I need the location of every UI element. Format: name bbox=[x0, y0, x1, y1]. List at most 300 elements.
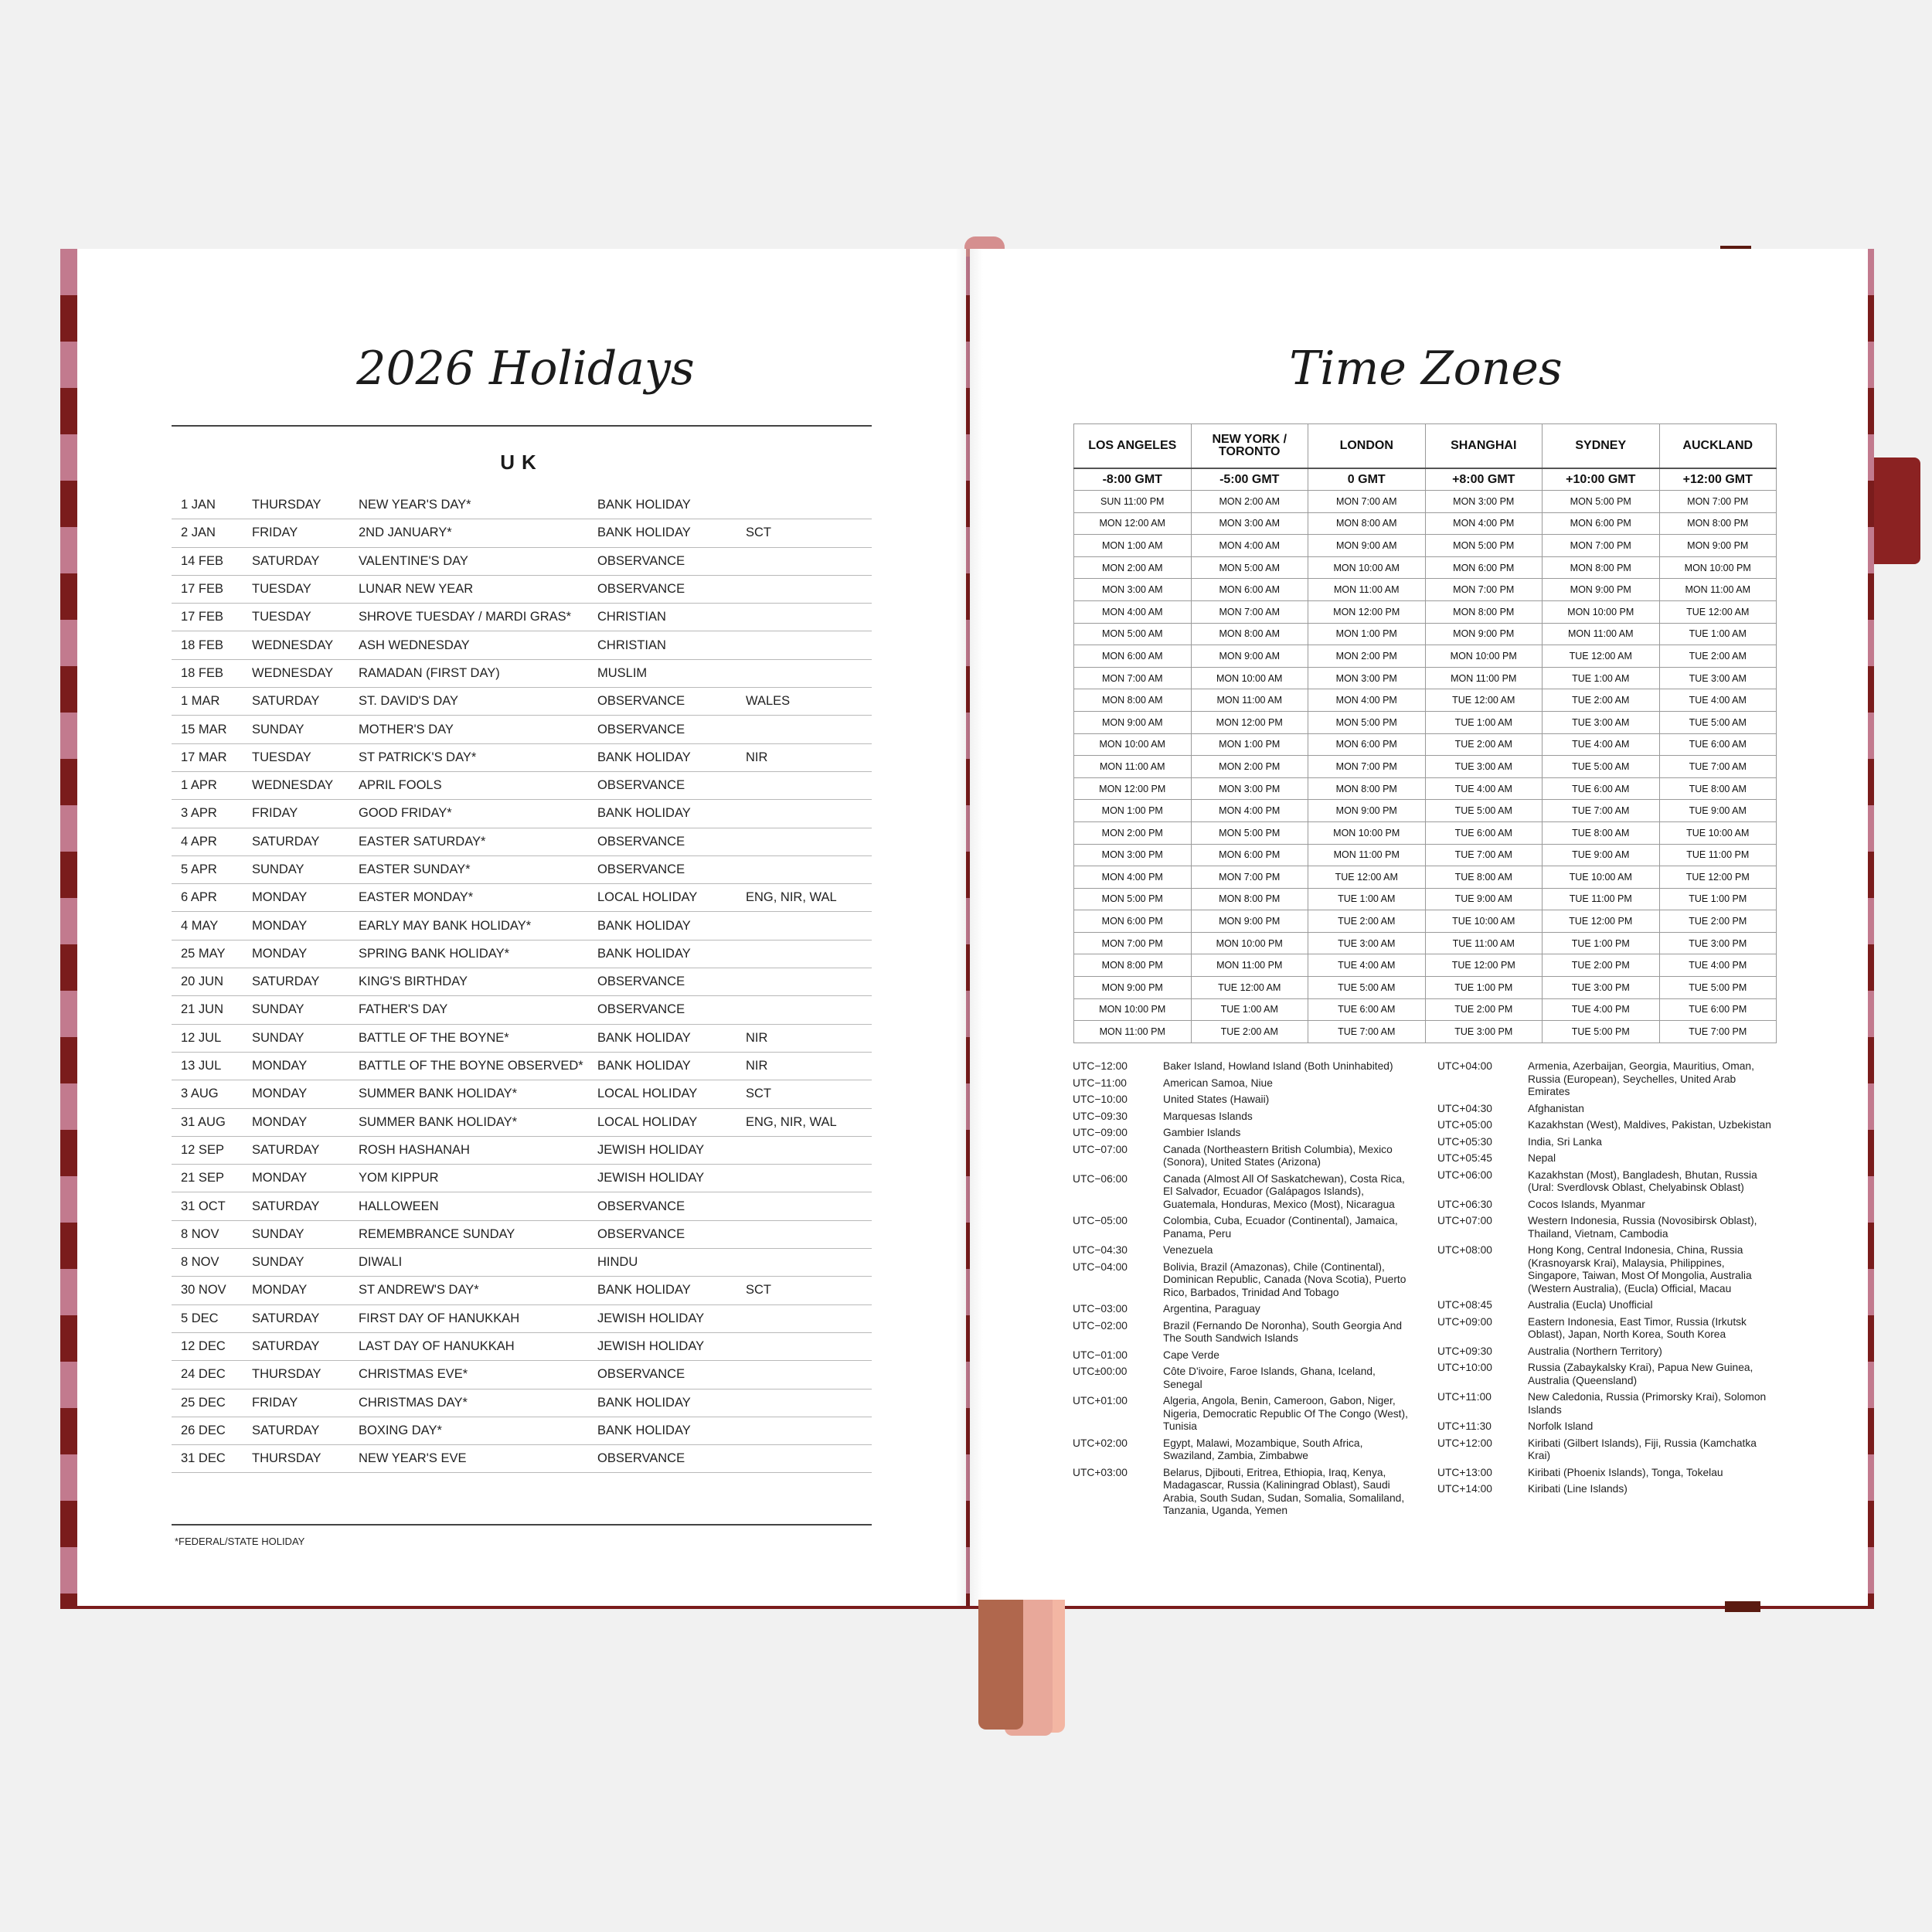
holiday-name: KING'S BIRTHDAY bbox=[349, 968, 588, 996]
timezone-cell: MON 8:00 PM bbox=[1191, 888, 1308, 910]
holiday-name: CHRISTMAS EVE* bbox=[349, 1361, 588, 1389]
utc-code: UTC+10:00 bbox=[1437, 1362, 1492, 1373]
timezone-cell: MON 7:00 PM bbox=[1191, 866, 1308, 889]
holiday-weekday: WEDNESDAY bbox=[243, 631, 349, 659]
holiday-name: GOOD FRIDAY* bbox=[349, 800, 588, 828]
holiday-row bbox=[172, 940, 872, 968]
utc-entry bbox=[1437, 1362, 1777, 1387]
holiday-type: OBSERVANCE bbox=[588, 968, 736, 996]
holiday-weekday: SATURDAY bbox=[243, 1332, 349, 1360]
timezone-cell: MON 5:00 PM bbox=[1308, 711, 1426, 733]
utc-code: UTC+09:00 bbox=[1437, 1315, 1492, 1328]
timezone-row bbox=[1074, 512, 1777, 535]
timezone-row bbox=[1074, 556, 1777, 579]
holidays-top-rule bbox=[172, 425, 872, 427]
utc-code: UTC−07:00 bbox=[1073, 1143, 1128, 1155]
utc-code: UTC+13:00 bbox=[1437, 1466, 1492, 1478]
timezone-cell: MON 9:00 PM bbox=[1659, 535, 1777, 557]
timezone-header-row bbox=[1074, 424, 1777, 469]
timezone-row bbox=[1074, 998, 1777, 1021]
timezone-cell: TUE 4:00 AM bbox=[1543, 733, 1660, 756]
timezone-cell: MON 10:00 PM bbox=[1191, 932, 1308, 954]
holiday-row bbox=[172, 1389, 872, 1417]
timezone-cell: MON 3:00 PM bbox=[1425, 491, 1543, 513]
timezone-cell: TUE 3:00 PM bbox=[1543, 977, 1660, 999]
utc-entry bbox=[1437, 1152, 1777, 1165]
timezone-cell: MON 11:00 PM bbox=[1074, 1021, 1192, 1043]
holiday-row bbox=[172, 1304, 872, 1332]
holiday-type: JEWISH HOLIDAY bbox=[588, 1136, 736, 1164]
timezone-cell: MON 7:00 PM bbox=[1425, 579, 1543, 601]
timezones-title: Time Zones bbox=[1289, 342, 1563, 396]
holiday-region: WALES bbox=[736, 688, 872, 716]
timezone-cell: TUE 9:00 AM bbox=[1425, 888, 1543, 910]
timezone-cell: MON 11:00 PM bbox=[1425, 667, 1543, 689]
timezone-cell: TUE 2:00 PM bbox=[1659, 910, 1777, 933]
timezone-cell: MON 9:00 PM bbox=[1191, 910, 1308, 933]
holiday-name: EARLY MAY BANK HOLIDAY* bbox=[349, 912, 588, 940]
holiday-name: BOXING DAY* bbox=[349, 1417, 588, 1444]
timezone-cell: MON 2:00 AM bbox=[1191, 491, 1308, 513]
timezone-cell: MON 7:00 PM bbox=[1308, 756, 1426, 778]
utc-entry bbox=[1437, 1169, 1777, 1195]
holiday-row bbox=[172, 1361, 872, 1389]
timezone-row bbox=[1074, 733, 1777, 756]
holiday-date: 24 DEC bbox=[172, 1361, 243, 1389]
utc-code: UTC±00:00 bbox=[1073, 1366, 1128, 1377]
holiday-row bbox=[172, 575, 872, 603]
utc-code: UTC+05:30 bbox=[1437, 1135, 1492, 1148]
timezone-cell: MON 5:00 AM bbox=[1074, 623, 1192, 645]
timezone-offset: +8:00 GMT bbox=[1425, 468, 1543, 491]
utc-regions: Hong Kong, Central Indonesia, China, Russia (Krasnoyarsk Krai), Malaysia, Philippines, Singapore, Taiwan, Most Of Mongolia, Australia (Western Australia), (Eucla) Official, Macau bbox=[1528, 1244, 1752, 1294]
holiday-type: OBSERVANCE bbox=[588, 716, 736, 743]
timezone-cell: TUE 5:00 AM bbox=[1659, 711, 1777, 733]
holiday-row bbox=[172, 743, 872, 771]
holiday-weekday: SUNDAY bbox=[243, 855, 349, 883]
holiday-weekday: WEDNESDAY bbox=[243, 659, 349, 687]
utc-regions: Armenia, Azerbaijan, Georgia, Mauritius, Oman, Russia (European), Seychelles, United Arab Emirates bbox=[1528, 1060, 1754, 1097]
timezone-cell: TUE 4:00 AM bbox=[1659, 689, 1777, 712]
holiday-name: EASTER SATURDAY* bbox=[349, 828, 588, 855]
timezone-cell: MON 11:00 AM bbox=[1308, 579, 1426, 601]
holiday-type: JEWISH HOLIDAY bbox=[588, 1304, 736, 1332]
holiday-row bbox=[172, 492, 872, 519]
utc-regions: Algeria, Angola, Benin, Cameroon, Gabon, Niger, Nigeria, Democratic Republic Of The Congo (West), Tunisia bbox=[1163, 1395, 1408, 1432]
utc-entry bbox=[1073, 1244, 1413, 1257]
holiday-name: YOM KIPPUR bbox=[349, 1165, 588, 1192]
timezone-cell: MON 7:00 PM bbox=[1074, 932, 1192, 954]
holiday-type: OBSERVANCE bbox=[588, 688, 736, 716]
timezone-cell: TUE 4:00 AM bbox=[1425, 777, 1543, 800]
timezone-cell: MON 6:00 PM bbox=[1543, 512, 1660, 535]
timezone-cell: TUE 12:00 PM bbox=[1425, 954, 1543, 977]
utc-regions: Australia (Northern Territory) bbox=[1528, 1345, 1662, 1357]
ribbon-bookmark-brown[interactable] bbox=[978, 1600, 1023, 1730]
holiday-name: FATHER'S DAY bbox=[349, 996, 588, 1024]
timezone-cell: TUE 12:00 AM bbox=[1543, 645, 1660, 668]
timezone-cell: TUE 9:00 AM bbox=[1659, 800, 1777, 822]
timezone-city-header: SYDNEY bbox=[1543, 424, 1660, 469]
timezone-cell: MON 6:00 PM bbox=[1308, 733, 1426, 756]
timezone-cell: MON 10:00 AM bbox=[1308, 556, 1426, 579]
timezone-cell: MON 4:00 PM bbox=[1074, 866, 1192, 889]
timezone-city-header: AUCKLAND bbox=[1659, 424, 1777, 469]
utc-entry bbox=[1073, 1366, 1413, 1391]
holiday-weekday: SUNDAY bbox=[243, 1249, 349, 1277]
timezone-offset-row bbox=[1074, 468, 1777, 491]
timezone-cell: TUE 12:00 AM bbox=[1425, 689, 1543, 712]
timezone-cell: TUE 7:00 AM bbox=[1308, 1021, 1426, 1043]
utc-regions: Marquesas Islands bbox=[1163, 1110, 1253, 1122]
holidays-region: UK bbox=[500, 451, 543, 474]
timezone-row bbox=[1074, 866, 1777, 889]
holidays-table bbox=[172, 492, 872, 1473]
holiday-type: BANK HOLIDAY bbox=[588, 492, 736, 519]
timezone-cell: MON 4:00 PM bbox=[1308, 689, 1426, 712]
holiday-region bbox=[736, 968, 872, 996]
utc-regions: Colombia, Cuba, Ecuador (Continental), Jamaica, Panama, Peru bbox=[1163, 1215, 1398, 1240]
holiday-region bbox=[736, 492, 872, 519]
timezone-city-header: LONDON bbox=[1308, 424, 1426, 469]
holiday-weekday: SUNDAY bbox=[243, 716, 349, 743]
timezone-cell: TUE 1:00 AM bbox=[1659, 623, 1777, 645]
holiday-name: ASH WEDNESDAY bbox=[349, 631, 588, 659]
holiday-weekday: SATURDAY bbox=[243, 828, 349, 855]
timezone-cell: MON 9:00 AM bbox=[1191, 645, 1308, 668]
holiday-type: BANK HOLIDAY bbox=[588, 1277, 736, 1304]
holiday-region: SCT bbox=[736, 519, 872, 547]
utc-regions: Belarus, Djibouti, Eritrea, Ethiopia, Iraq, Kenya, Madagascar, Russia (Kaliningrad Oblast), Saudi Arabia, South Sudan, Sudan, Somalia, Somaliland, Tanzania, Uganda, Yemen bbox=[1163, 1466, 1405, 1516]
holiday-date: 15 MAR bbox=[172, 716, 243, 743]
utc-code: UTC−02:00 bbox=[1073, 1319, 1128, 1332]
timezone-cell: TUE 2:00 AM bbox=[1659, 645, 1777, 668]
holiday-region bbox=[736, 912, 872, 940]
holiday-name: LUNAR NEW YEAR bbox=[349, 575, 588, 603]
holiday-region bbox=[736, 1304, 872, 1332]
utc-code: UTC−04:30 bbox=[1073, 1244, 1128, 1256]
utc-regions: Kazakhstan (Most), Bangladesh, Bhutan, Russia (Ural: Sverdlovsk Oblast, Chelyabinsk Oblast) bbox=[1528, 1168, 1757, 1193]
timezone-cell: TUE 8:00 AM bbox=[1659, 777, 1777, 800]
utc-code: UTC+11:00 bbox=[1437, 1391, 1492, 1403]
utc-regions: Canada (Almost All Of Saskatchewan), Costa Rica, El Salvador, Ecuador (Galápagos Islands), Guatemala, Honduras, Mexico (Most), Nicaragua bbox=[1163, 1172, 1405, 1210]
holiday-weekday: MONDAY bbox=[243, 912, 349, 940]
holiday-row bbox=[172, 1165, 872, 1192]
timezone-row bbox=[1074, 932, 1777, 954]
utc-code: UTC−09:30 bbox=[1073, 1110, 1128, 1122]
timezone-city-header: NEW YORK / TORONTO bbox=[1191, 424, 1308, 469]
holiday-type: OBSERVANCE bbox=[588, 1192, 736, 1220]
utc-entry bbox=[1437, 1345, 1777, 1359]
timezone-cell: MON 11:00 PM bbox=[1308, 844, 1426, 866]
timezone-cell: TUE 10:00 AM bbox=[1425, 910, 1543, 933]
holiday-region bbox=[736, 547, 872, 575]
holiday-type: JEWISH HOLIDAY bbox=[588, 1165, 736, 1192]
holiday-date: 31 OCT bbox=[172, 1192, 243, 1220]
timezone-table bbox=[1073, 423, 1777, 1043]
holiday-name: ST ANDREW'S DAY* bbox=[349, 1277, 588, 1304]
holiday-name: 2ND JANUARY* bbox=[349, 519, 588, 547]
timezone-offset: -8:00 GMT bbox=[1074, 468, 1192, 491]
utc-code: UTC+08:45 bbox=[1437, 1299, 1492, 1311]
holiday-row bbox=[172, 912, 872, 940]
holiday-date: 5 DEC bbox=[172, 1304, 243, 1332]
timezone-cell: TUE 12:00 AM bbox=[1308, 866, 1426, 889]
holiday-region: NIR bbox=[736, 1052, 872, 1080]
timezone-row bbox=[1074, 844, 1777, 866]
utc-entry bbox=[1437, 1316, 1777, 1342]
timezone-cell: TUE 2:00 AM bbox=[1191, 1021, 1308, 1043]
timezone-cell: MON 2:00 PM bbox=[1191, 756, 1308, 778]
utc-entry bbox=[1073, 1215, 1413, 1240]
timezone-cell: MON 8:00 PM bbox=[1543, 556, 1660, 579]
timezone-cell: MON 1:00 PM bbox=[1308, 623, 1426, 645]
holiday-row bbox=[172, 1249, 872, 1277]
holiday-weekday: SATURDAY bbox=[243, 1304, 349, 1332]
utc-code: UTC+06:30 bbox=[1437, 1198, 1492, 1210]
timezone-cell: MON 3:00 PM bbox=[1308, 667, 1426, 689]
timezone-cell: MON 6:00 PM bbox=[1425, 556, 1543, 579]
utc-code: UTC+04:00 bbox=[1437, 1060, 1492, 1072]
holiday-type: BANK HOLIDAY bbox=[588, 1417, 736, 1444]
utc-entry bbox=[1073, 1144, 1413, 1169]
holidays-footnote: *FEDERAL/STATE HOLIDAY bbox=[175, 1536, 305, 1547]
holiday-weekday: TUESDAY bbox=[243, 743, 349, 771]
timezone-cell: TUE 5:00 PM bbox=[1543, 1021, 1660, 1043]
timezone-cell: TUE 3:00 AM bbox=[1425, 756, 1543, 778]
timezone-cell: TUE 5:00 AM bbox=[1308, 977, 1426, 999]
timezone-cell: TUE 5:00 AM bbox=[1543, 756, 1660, 778]
utc-entry bbox=[1437, 1391, 1777, 1417]
holiday-type: BANK HOLIDAY bbox=[588, 940, 736, 968]
timezone-cell: TUE 1:00 AM bbox=[1191, 998, 1308, 1021]
holiday-type: LOCAL HOLIDAY bbox=[588, 884, 736, 912]
holiday-date: 25 MAY bbox=[172, 940, 243, 968]
utc-code: UTC−04:00 bbox=[1073, 1260, 1128, 1273]
utc-regions: Argentina, Paraguay bbox=[1163, 1303, 1260, 1315]
timezone-cell: TUE 8:00 AM bbox=[1425, 866, 1543, 889]
bookmark-tab[interactable] bbox=[1874, 457, 1920, 564]
holiday-row bbox=[172, 1080, 872, 1108]
timezone-cell: TUE 3:00 AM bbox=[1659, 667, 1777, 689]
timezone-cell: MON 1:00 PM bbox=[1191, 733, 1308, 756]
utc-code: UTC−11:00 bbox=[1073, 1077, 1127, 1089]
holiday-region: SCT bbox=[736, 1277, 872, 1304]
holiday-row bbox=[172, 1052, 872, 1080]
holiday-row bbox=[172, 771, 872, 799]
timezone-cell: SUN 11:00 PM bbox=[1074, 491, 1192, 513]
timezone-cell: MON 7:00 AM bbox=[1191, 600, 1308, 623]
timezone-cell: MON 7:00 AM bbox=[1308, 491, 1426, 513]
holiday-type: OBSERVANCE bbox=[588, 771, 736, 799]
holiday-row bbox=[172, 519, 872, 547]
holiday-region bbox=[736, 1136, 872, 1164]
timezone-cell: MON 10:00 AM bbox=[1191, 667, 1308, 689]
utc-regions: Kiribati (Gilbert Islands), Fiji, Russia (Kamchatka Krai) bbox=[1528, 1437, 1757, 1461]
holiday-region bbox=[736, 1332, 872, 1360]
holiday-weekday: SATURDAY bbox=[243, 1136, 349, 1164]
timezone-row bbox=[1074, 954, 1777, 977]
holiday-date: 1 MAR bbox=[172, 688, 243, 716]
holiday-row bbox=[172, 855, 872, 883]
holiday-row bbox=[172, 1220, 872, 1248]
holiday-region bbox=[736, 1389, 872, 1417]
holiday-weekday: WEDNESDAY bbox=[243, 771, 349, 799]
utc-code: UTC+12:00 bbox=[1437, 1437, 1492, 1449]
timezone-row bbox=[1074, 910, 1777, 933]
holiday-weekday: MONDAY bbox=[243, 1080, 349, 1108]
utc-entry bbox=[1073, 1173, 1413, 1212]
timezone-cell: TUE 6:00 AM bbox=[1543, 777, 1660, 800]
timezone-cell: MON 11:00 AM bbox=[1074, 756, 1192, 778]
holiday-date: 13 JUL bbox=[172, 1052, 243, 1080]
utc-entry bbox=[1437, 1420, 1777, 1434]
holiday-type: BANK HOLIDAY bbox=[588, 1389, 736, 1417]
timezone-cell: MON 7:00 PM bbox=[1659, 491, 1777, 513]
utc-entry bbox=[1437, 1483, 1777, 1496]
utc-regions: Kiribati (Phoenix Islands), Tonga, Tokelau bbox=[1528, 1466, 1723, 1478]
timezone-cell: TUE 1:00 PM bbox=[1543, 932, 1660, 954]
utc-regions: Côte D'ivoire, Faroe Islands, Ghana, Iceland, Senegal bbox=[1163, 1366, 1376, 1390]
holiday-name: SHROVE TUESDAY / MARDI GRAS* bbox=[349, 604, 588, 631]
utc-code: UTC−12:00 bbox=[1073, 1060, 1128, 1072]
holiday-date: 2 JAN bbox=[172, 519, 243, 547]
holiday-weekday: MONDAY bbox=[243, 884, 349, 912]
utc-code: UTC+06:00 bbox=[1437, 1168, 1492, 1181]
holiday-date: 25 DEC bbox=[172, 1389, 243, 1417]
holiday-date: 30 NOV bbox=[172, 1277, 243, 1304]
timezone-row bbox=[1074, 600, 1777, 623]
timezone-cell: TUE 1:00 AM bbox=[1425, 711, 1543, 733]
utc-entry bbox=[1437, 1199, 1777, 1212]
utc-entry bbox=[1073, 1320, 1413, 1345]
page-gutter bbox=[955, 249, 983, 1606]
holidays-bottom-rule bbox=[172, 1524, 872, 1526]
holiday-region: ENG, NIR, WAL bbox=[736, 884, 872, 912]
timezone-cell: MON 4:00 AM bbox=[1191, 535, 1308, 557]
timezone-cell: TUE 3:00 AM bbox=[1308, 932, 1426, 954]
utc-regions: Kiribati (Line Islands) bbox=[1528, 1483, 1628, 1495]
timezone-cell: MON 6:00 PM bbox=[1191, 844, 1308, 866]
timezone-cell: TUE 1:00 PM bbox=[1425, 977, 1543, 999]
holiday-date: 8 NOV bbox=[172, 1220, 243, 1248]
holiday-type: HINDU bbox=[588, 1249, 736, 1277]
utc-entry bbox=[1437, 1244, 1777, 1295]
holiday-date: 18 FEB bbox=[172, 631, 243, 659]
holiday-region bbox=[736, 1249, 872, 1277]
utc-entry bbox=[1073, 1467, 1413, 1518]
timezone-cell: MON 7:00 PM bbox=[1543, 535, 1660, 557]
holiday-weekday: THURSDAY bbox=[243, 1361, 349, 1389]
holiday-date: 12 DEC bbox=[172, 1332, 243, 1360]
holiday-date: 31 AUG bbox=[172, 1108, 243, 1136]
utc-regions: United States (Hawaii) bbox=[1163, 1094, 1270, 1105]
holiday-name: LAST DAY OF HANUKKAH bbox=[349, 1332, 588, 1360]
holiday-row bbox=[172, 631, 872, 659]
timezone-cell: TUE 1:00 AM bbox=[1543, 667, 1660, 689]
holiday-date: 17 MAR bbox=[172, 743, 243, 771]
holiday-region: ENG, NIR, WAL bbox=[736, 1108, 872, 1136]
timezone-cell: MON 2:00 PM bbox=[1074, 821, 1192, 844]
utc-regions: Nepal bbox=[1528, 1152, 1556, 1164]
holiday-weekday: FRIDAY bbox=[243, 1389, 349, 1417]
utc-list-left bbox=[1073, 1060, 1413, 1522]
utc-list-right bbox=[1437, 1060, 1777, 1500]
holiday-name: ROSH HASHANAH bbox=[349, 1136, 588, 1164]
holiday-date: 1 APR bbox=[172, 771, 243, 799]
timezone-cell: MON 11:00 AM bbox=[1659, 579, 1777, 601]
holiday-date: 12 JUL bbox=[172, 1024, 243, 1052]
holiday-region bbox=[736, 996, 872, 1024]
holiday-weekday: SATURDAY bbox=[243, 547, 349, 575]
timezone-cell: MON 3:00 PM bbox=[1074, 844, 1192, 866]
timezone-cell: TUE 3:00 AM bbox=[1543, 711, 1660, 733]
holiday-date: 17 FEB bbox=[172, 575, 243, 603]
timezone-cell: TUE 1:00 AM bbox=[1308, 888, 1426, 910]
holiday-row bbox=[172, 1445, 872, 1473]
timezone-cell: MON 4:00 AM bbox=[1074, 600, 1192, 623]
timezone-cell: MON 3:00 AM bbox=[1191, 512, 1308, 535]
holiday-date: 21 JUN bbox=[172, 996, 243, 1024]
utc-regions: Kazakhstan (West), Maldives, Pakistan, Uzbekistan bbox=[1528, 1119, 1771, 1131]
timezone-cell: MON 11:00 AM bbox=[1191, 689, 1308, 712]
timezone-row bbox=[1074, 977, 1777, 999]
holiday-date: 5 APR bbox=[172, 855, 243, 883]
holiday-date: 4 APR bbox=[172, 828, 243, 855]
timezone-cell: MON 4:00 PM bbox=[1425, 512, 1543, 535]
holiday-type: OBSERVANCE bbox=[588, 547, 736, 575]
holiday-weekday: SUNDAY bbox=[243, 1024, 349, 1052]
holiday-type: OBSERVANCE bbox=[588, 1220, 736, 1248]
utc-entry bbox=[1073, 1303, 1413, 1316]
utc-code: UTC+05:00 bbox=[1437, 1119, 1492, 1131]
holiday-row bbox=[172, 1108, 872, 1136]
timezone-cell: MON 11:00 AM bbox=[1543, 623, 1660, 645]
holiday-weekday: SATURDAY bbox=[243, 968, 349, 996]
timezone-cell: TUE 4:00 PM bbox=[1543, 998, 1660, 1021]
holiday-type: BANK HOLIDAY bbox=[588, 1024, 736, 1052]
utc-regions: Venezuela bbox=[1163, 1244, 1213, 1256]
timezone-cell: TUE 12:00 PM bbox=[1659, 866, 1777, 889]
holiday-region bbox=[736, 771, 872, 799]
holiday-weekday: TUESDAY bbox=[243, 575, 349, 603]
utc-code: UTC+14:00 bbox=[1437, 1483, 1492, 1495]
holiday-weekday: THURSDAY bbox=[243, 1445, 349, 1473]
timezone-cell: MON 5:00 PM bbox=[1425, 535, 1543, 557]
holiday-type: BANK HOLIDAY bbox=[588, 912, 736, 940]
holiday-region bbox=[736, 631, 872, 659]
utc-entry bbox=[1437, 1136, 1777, 1149]
timezone-cell: TUE 11:00 PM bbox=[1543, 888, 1660, 910]
holiday-type: MUSLIM bbox=[588, 659, 736, 687]
timezone-offset: -5:00 GMT bbox=[1191, 468, 1308, 491]
holiday-name: VALENTINE'S DAY bbox=[349, 547, 588, 575]
holiday-name: RAMADAN (FIRST DAY) bbox=[349, 659, 588, 687]
holiday-row bbox=[172, 800, 872, 828]
utc-code: UTC−06:00 bbox=[1073, 1172, 1128, 1185]
timezone-cell: TUE 2:00 AM bbox=[1543, 689, 1660, 712]
holiday-type: BANK HOLIDAY bbox=[588, 800, 736, 828]
holiday-region bbox=[736, 1165, 872, 1192]
holiday-date: 21 SEP bbox=[172, 1165, 243, 1192]
utc-regions: Egypt, Malawi, Mozambique, South Africa, Swaziland, Zambia, Zimbabwe bbox=[1163, 1437, 1363, 1461]
timezone-cell: MON 12:00 AM bbox=[1074, 512, 1192, 535]
utc-code: UTC+03:00 bbox=[1073, 1466, 1128, 1478]
timezone-cell: MON 6:00 PM bbox=[1074, 910, 1192, 933]
holiday-type: OBSERVANCE bbox=[588, 855, 736, 883]
timezone-cell: MON 3:00 PM bbox=[1191, 777, 1308, 800]
timezone-cell: MON 8:00 AM bbox=[1308, 512, 1426, 535]
